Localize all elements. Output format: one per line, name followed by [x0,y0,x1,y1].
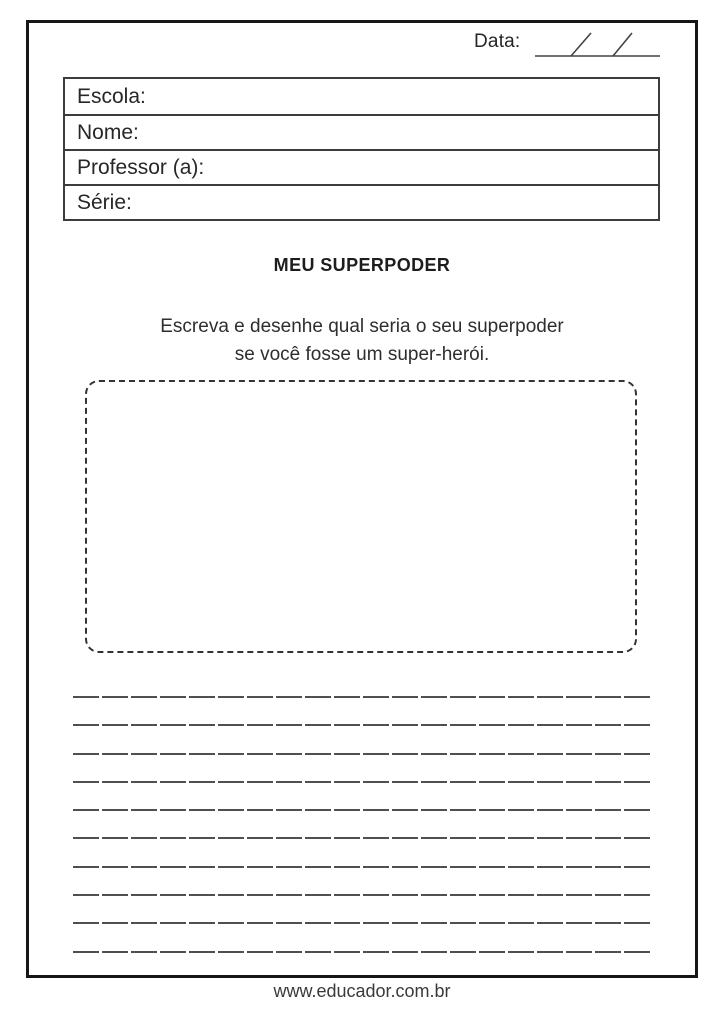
date-label: Data: [474,31,521,52]
writing-line [73,866,652,868]
student-info-table [63,77,660,221]
writing-line [73,951,652,953]
writing-line [73,922,652,924]
date-blank-line [533,28,663,60]
writing-line [73,781,652,783]
field-nome-label: Nome: [77,120,139,144]
footer-url: www.educador.com.br [273,981,451,1001]
field-escola [65,79,658,114]
worksheet-instructions [0,313,724,369]
instruction-line-1: Escreva e desenhe qual seria o seu superpoder [160,316,564,337]
writing-line [73,809,652,811]
field-escola-label: Escola: [77,84,146,108]
field-professor [65,149,658,184]
writing-line [73,894,652,896]
writing-lines [73,696,652,953]
date-slash-icon [613,33,632,56]
instruction-line-2: se você fosse um super-herói. [234,344,490,365]
date-slash-icon [571,33,591,56]
writing-line [73,696,652,698]
field-serie-label: Série: [77,190,132,214]
field-professor-label: Professor (a): [77,155,205,179]
writing-line [73,837,652,839]
field-nome [65,114,658,149]
drawing-area [85,380,637,653]
worksheet-title: MEU SUPERPODER [273,255,451,275]
writing-line [73,753,652,755]
field-serie [65,184,658,219]
writing-line [73,724,652,726]
